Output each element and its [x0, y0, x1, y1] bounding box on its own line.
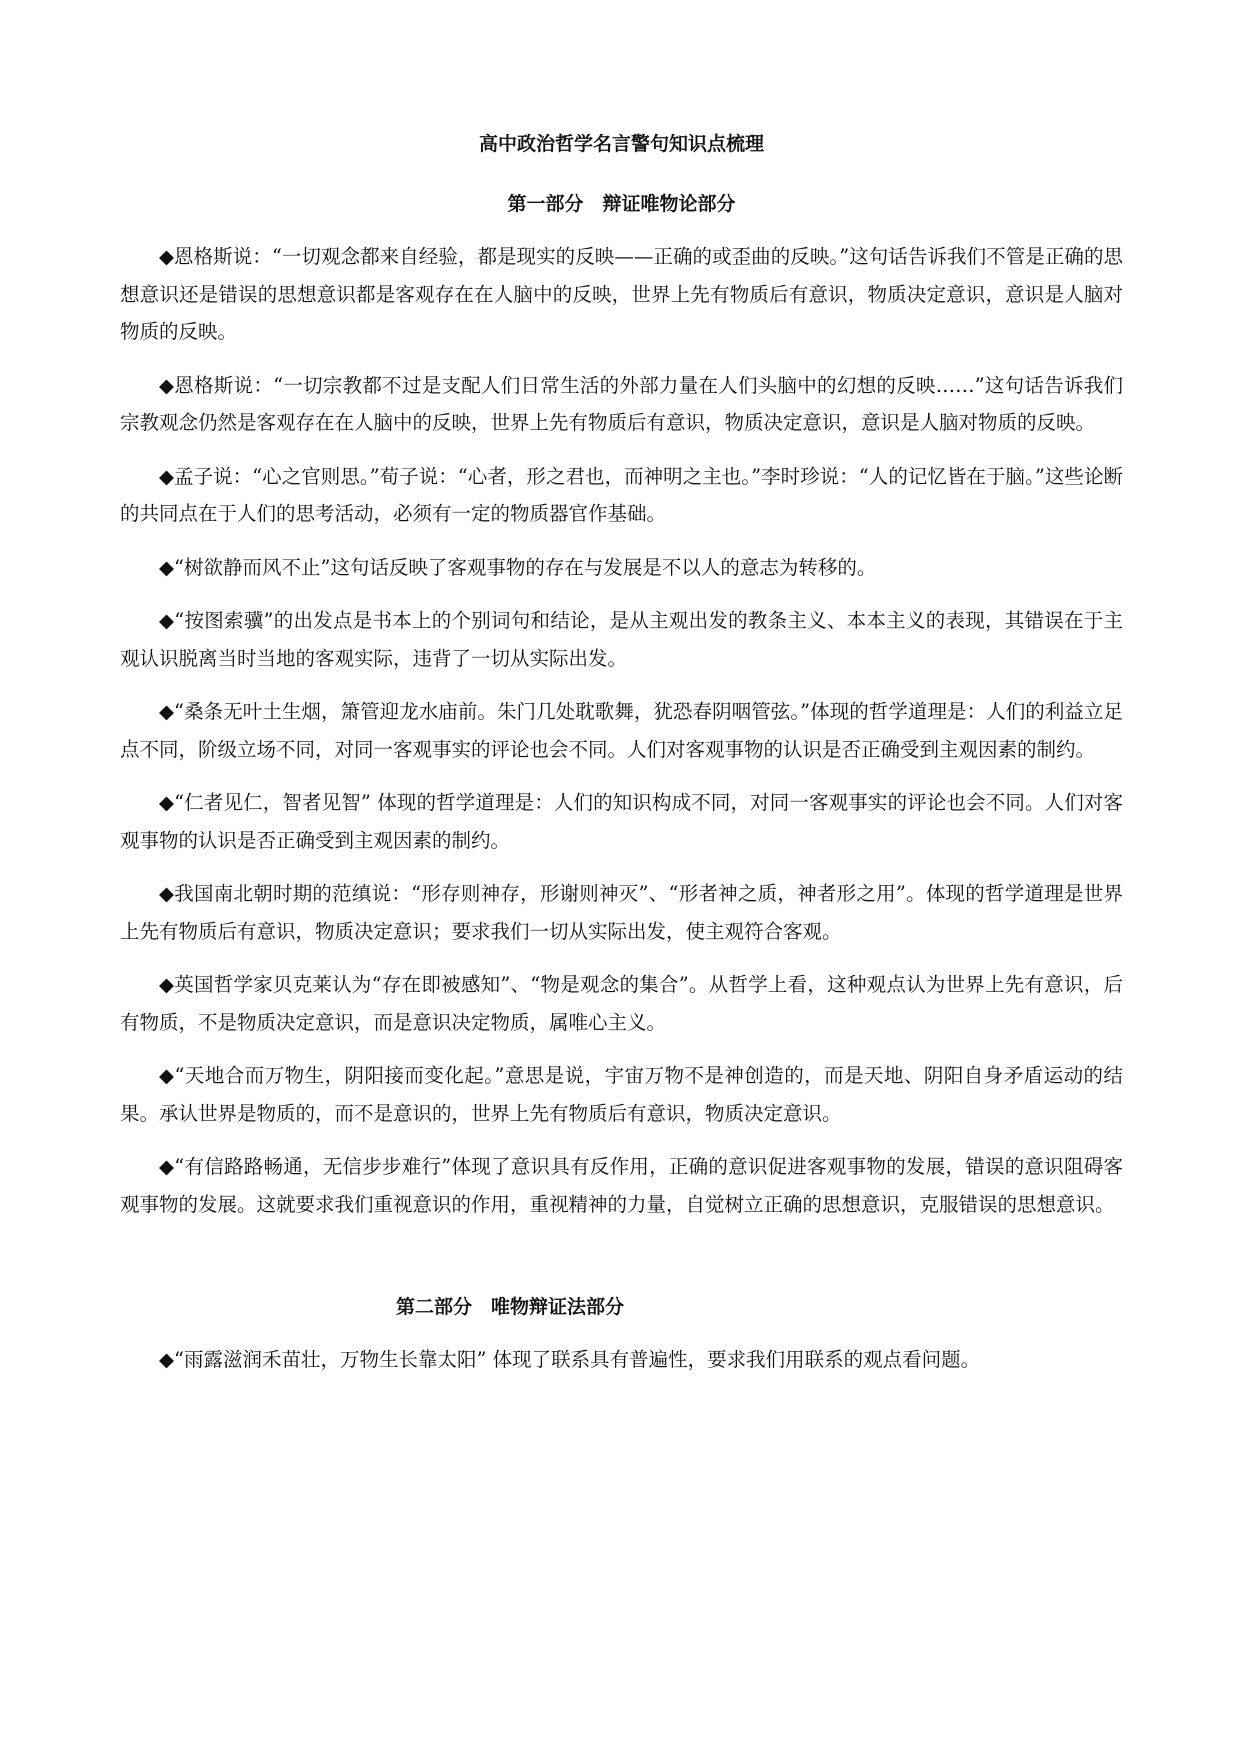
paragraph-mencius: ◆孟子说：“心之官则思。”荀子说：“心者，形之君也，而神明之主也。”李时珍说：“人的记忆皆在于脑。”这些论断的共同点在于人们的思考活动，必须有一定的物质器官作基础。: [120, 464, 1123, 525]
section-gap: [120, 1239, 1123, 1291]
paragraph-yu-lu: ◆“雨露滋润禾苗壮，万物生长靠太阳” 体现了联系具有普遍性，要求我们用联系的观点看问题。: [159, 1348, 981, 1371]
document-title: 高中政治哲学名言警句知识点梳理: [478, 133, 764, 155]
paragraph-you-xin: ◆“有信路路畅通，无信步步难行”体现了意识具有反作用，正确的意识促进客观事物的发展，错误的意识阻碍客观事物的发展。这就要求我们重视意识的作用，重视精神的力量，自觉树立正确的思想意识，克服错误的思想意识。: [120, 1155, 1123, 1216]
paragraph-engels-1: ◆恩格斯说：“一切观念都来自经验，都是现实的反映——正确的或歪曲的反映。”这句话告诉我们不管是正确的思想意识还是错误的思想意识都是客观存在在人脑中的反映，世界上先有物质后有意识，物质决定意识，意识是人脑对物质的反映。: [120, 245, 1123, 343]
paragraph-an-tu-suo-ji: ◆“按图索骥”的出发点是书本上的个别词句和结论，是从主观出发的教条主义、本本主义的表现，其错误在于主观认识脱离当时当地的客观实际，违背了一切从实际出发。: [120, 609, 1123, 670]
paragraph-sang-tiao: ◆“桑条无叶土生烟，箫管迎龙水庙前。朱门几处耽歌舞，犹恐春阴咽管弦。”体现的哲学道理是：人们的利益立足点不同，阶级立场不同，对同一客观事实的评论也会不同。人们对客观事物的认识是否正确受到主观因素的制约。: [120, 700, 1123, 761]
paragraph-tian-di: ◆“天地合而万物生，阴阳接而变化起。”意思是说，宇宙万物不是神创造的，而是天地、阴阳自身矛盾运动的结果。承认世界是物质的，而不是意识的，世界上先有物质后有意识，物质决定意识。: [120, 1064, 1123, 1125]
paragraph-berkeley: ◆英国哲学家贝克莱认为“存在即被感知”、“物是观念的集合”。从哲学上看，这种观点认为世界上先有意识，后有物质，不是物质决定意识，而是意识决定物质，属唯心主义。: [120, 973, 1123, 1034]
paragraph-engels-2: ◆恩格斯说：“一切宗教都不过是支配人们日常生活的外部力量在人们头脑中的幻想的反映……”这句话告诉我们宗教观念仍然是客观存在在人脑中的反映，世界上先有物质后有意识，物质决定意识，意识是人脑对物质的反映。: [120, 373, 1123, 434]
document-page: [120, 128, 1123, 1395]
section-heading-1: 第一部分 辩证唯物论部分: [507, 193, 736, 215]
paragraph-ren-zhe-jian-ren: ◆“仁者见仁，智者见智” 体现的哲学道理是：人们的知识构成不同，对同一客观事实的评论也会不同。人们对客观事物的认识是否正确受到主观因素的制约。: [120, 791, 1123, 852]
section-heading-2: 第二部分 唯物辩证法部分: [396, 1296, 625, 1318]
paragraph-tree-wind: ◆“树欲静而风不止”这句话反映了客观事物的存在与发展是不以人的意志为转移的。: [159, 555, 877, 579]
paragraph-fan-zhen: ◆我国南北朝时期的范缜说：“形存则神存，形谢则神灭”、“形者神之质，神者形之用”。体现的哲学道理是世界上先有物质后有意识，物质决定意识；要求我们一切从实际出发，使主观符合客观。: [120, 882, 1123, 943]
